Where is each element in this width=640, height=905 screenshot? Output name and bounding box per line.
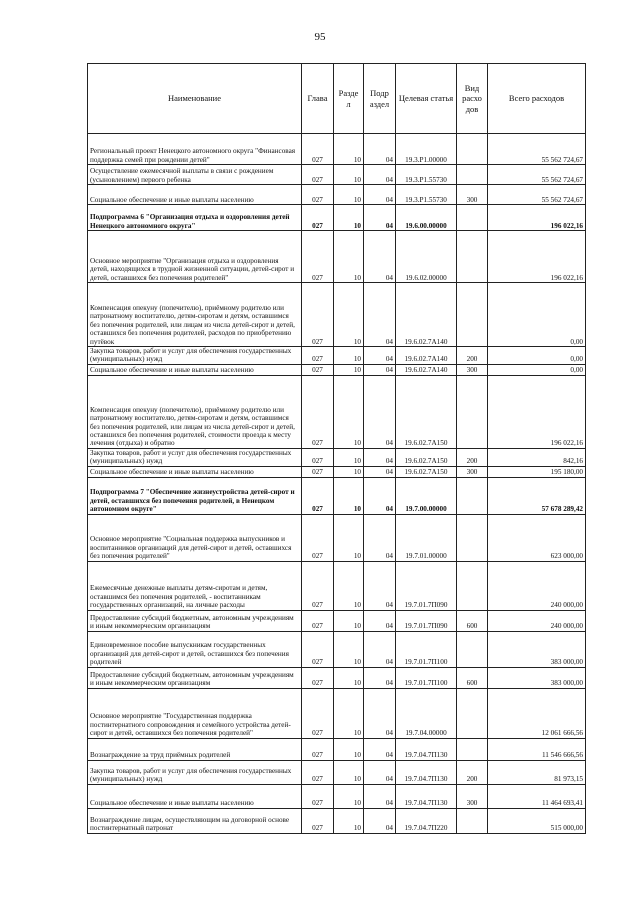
table-row [88, 134, 586, 165]
cell-target: 19.7.04.7П130 [396, 760, 457, 784]
cell-type [457, 205, 488, 231]
cell-section: 10 [334, 364, 364, 375]
cell-total: 11 546 666,56 [488, 738, 586, 760]
cell-chapter: 027 [302, 760, 334, 784]
cell-subsection: 04 [364, 134, 396, 165]
cell-target: 19.7.01.7П090 [396, 610, 457, 631]
cell-type: 300 [457, 185, 488, 205]
cell-type: 200 [457, 760, 488, 784]
cell-type: 600 [457, 667, 488, 688]
cell-section: 10 [334, 375, 364, 448]
cell-total: 842,16 [488, 448, 586, 466]
cell-name: Подпрограмма 6 "Организация отдыха и оздоровления детей Ненецкого автономного округа" [88, 205, 302, 231]
cell-chapter: 027 [302, 477, 334, 514]
cell-subsection: 04 [364, 448, 396, 466]
cell-chapter: 027 [302, 185, 334, 205]
cell-total: 0,00 [488, 364, 586, 375]
table-row [88, 283, 586, 347]
cell-chapter: 027 [302, 784, 334, 808]
cell-target: 19.3.P1.00000 [396, 134, 457, 165]
cell-name: Социальное обеспечение и иные выплаты населению [88, 364, 302, 375]
cell-target: 19.3.P1.55730 [396, 165, 457, 185]
table-header-row [88, 64, 586, 134]
cell-type [457, 808, 488, 833]
cell-name: Региональный проект Ненецкого автономного округа "Финансовая поддержка семей при рождении детей" [88, 134, 302, 165]
table-row [88, 347, 586, 365]
table-row [88, 808, 586, 833]
cell-total: 196 022,16 [488, 231, 586, 283]
cell-type: 200 [457, 448, 488, 466]
cell-name: Компенсация опекуну (попечителю), приёмному родителю или патронатному воспитателю, детям-сиротам и детям, оставшимся без попечения родителей, или лицам из числа детей-сирот и детей, оставшихся без попечения родителей, стоимости проезда к месту лечения (отдыха) и обратно [88, 375, 302, 448]
cell-name: Предоставление субсидий бюджетным, автономным учреждениям и иным некоммерческим организациям [88, 610, 302, 631]
header-section: Разде л [334, 64, 364, 134]
table-row [88, 561, 586, 610]
cell-type: 600 [457, 610, 488, 631]
cell-total: 196 022,16 [488, 375, 586, 448]
cell-section: 10 [334, 477, 364, 514]
cell-chapter: 027 [302, 448, 334, 466]
cell-section: 10 [334, 514, 364, 561]
cell-section: 10 [334, 185, 364, 205]
cell-section: 10 [334, 760, 364, 784]
cell-section: 10 [334, 347, 364, 365]
cell-section: 10 [334, 466, 364, 477]
cell-chapter: 027 [302, 514, 334, 561]
cell-target: 19.7.04.7П220 [396, 808, 457, 833]
cell-chapter: 027 [302, 375, 334, 448]
cell-target: 19.6.02.7А150 [396, 375, 457, 448]
cell-target: 19.7.04.00000 [396, 688, 457, 738]
cell-name: Вознаграждение лицам, осуществляющим на договорной основе постинтернатный патронат [88, 808, 302, 833]
cell-name: Основное мероприятие "Организация отдыха и оздоровления детей, находящихся в трудной жизненной ситуации, детей-сирот и детей, оставшихся без попечения родителей" [88, 231, 302, 283]
cell-target: 19.7.01.7П100 [396, 631, 457, 667]
cell-section: 10 [334, 738, 364, 760]
cell-name: Ежемесячные денежные выплаты детям-сиротам и детям, оставшимся без попечения родителей, - воспитанникам государственных организаций, на личные расходы [88, 561, 302, 610]
header-type: Вид расхо дов [457, 64, 488, 134]
table-row [88, 738, 586, 760]
table-row [88, 610, 586, 631]
cell-target: 19.6.02.7А140 [396, 347, 457, 365]
cell-section: 10 [334, 231, 364, 283]
cell-type [457, 631, 488, 667]
cell-total: 0,00 [488, 283, 586, 347]
cell-section: 10 [334, 134, 364, 165]
cell-subsection: 04 [364, 185, 396, 205]
table-row [88, 514, 586, 561]
cell-name: Социальное обеспечение и иные выплаты населению [88, 784, 302, 808]
cell-total: 11 464 693,41 [488, 784, 586, 808]
cell-section: 10 [334, 283, 364, 347]
cell-target: 19.7.04.7П130 [396, 738, 457, 760]
cell-section: 10 [334, 688, 364, 738]
cell-name: Подпрограмма 7 "Обеспечение жизнеустройства детей-сирот и детей, оставшихся без попечения родителей, в Ненецком автономном округе" [88, 477, 302, 514]
cell-name: Закупка товаров, работ и услуг для обеспечения государственных (муниципальных) нужд [88, 760, 302, 784]
cell-section: 10 [334, 667, 364, 688]
cell-type [457, 561, 488, 610]
cell-total: 623 000,00 [488, 514, 586, 561]
cell-section: 10 [334, 808, 364, 833]
cell-target: 19.7.01.7П090 [396, 561, 457, 610]
cell-chapter: 027 [302, 738, 334, 760]
header-chapter: Глава [302, 64, 334, 134]
cell-total: 196 022,16 [488, 205, 586, 231]
cell-subsection: 04 [364, 561, 396, 610]
cell-chapter: 027 [302, 561, 334, 610]
cell-type: 300 [457, 784, 488, 808]
table-row [88, 631, 586, 667]
cell-subsection: 04 [364, 808, 396, 833]
cell-target: 19.6.02.7А140 [396, 364, 457, 375]
header-name: Наименование [88, 64, 302, 134]
cell-subsection: 04 [364, 205, 396, 231]
cell-chapter: 027 [302, 466, 334, 477]
table-row [88, 466, 586, 477]
cell-name: Предоставление субсидий бюджетным, автономным учреждениям и иным некоммерческим организациям [88, 667, 302, 688]
cell-subsection: 04 [364, 364, 396, 375]
cell-target: 19.7.04.7П130 [396, 784, 457, 808]
cell-name: Закупка товаров, работ и услуг для обеспечения государственных (муниципальных) нужд [88, 347, 302, 365]
cell-total: 55 562 724,67 [488, 165, 586, 185]
table-row [88, 231, 586, 283]
cell-total: 55 562 724,67 [488, 185, 586, 205]
cell-type [457, 375, 488, 448]
cell-name: Закупка товаров, работ и услуг для обеспечения государственных (муниципальных) нужд [88, 448, 302, 466]
cell-type [457, 283, 488, 347]
cell-type: 300 [457, 466, 488, 477]
table-row [88, 667, 586, 688]
cell-target: 19.7.00.00000 [396, 477, 457, 514]
cell-chapter: 027 [302, 205, 334, 231]
cell-subsection: 04 [364, 738, 396, 760]
cell-type [457, 477, 488, 514]
cell-subsection: 04 [364, 231, 396, 283]
cell-name: Единовременное пособие выпускникам государственных организаций для детей-сирот и детей, оставшихся без попечения родителей [88, 631, 302, 667]
cell-subsection: 04 [364, 760, 396, 784]
cell-total: 515 000,00 [488, 808, 586, 833]
cell-subsection: 04 [364, 477, 396, 514]
cell-total: 383 000,00 [488, 667, 586, 688]
page-number: 95 [314, 31, 326, 43]
cell-subsection: 04 [364, 631, 396, 667]
cell-subsection: 04 [364, 610, 396, 631]
cell-chapter: 027 [302, 134, 334, 165]
table-row [88, 477, 586, 514]
cell-target: 19.6.02.7А150 [396, 448, 457, 466]
table-row [88, 688, 586, 738]
cell-chapter: 027 [302, 667, 334, 688]
cell-subsection: 04 [364, 347, 396, 365]
cell-target: 19.7.01.00000 [396, 514, 457, 561]
header-subsection: Подр аздел [364, 64, 396, 134]
cell-subsection: 04 [364, 667, 396, 688]
cell-type: 200 [457, 347, 488, 365]
cell-total: 12 061 666,56 [488, 688, 586, 738]
table-row [88, 205, 586, 231]
cell-type [457, 514, 488, 561]
cell-chapter: 027 [302, 347, 334, 365]
cell-total: 195 180,00 [488, 466, 586, 477]
cell-name: Основное мероприятие "Государственная поддержка постинтернатного сопровождения и семейного устройства детей-сирот и детей, оставшихся без попечения родителей" [88, 688, 302, 738]
header-total: Всего расходов [488, 64, 586, 134]
cell-section: 10 [334, 561, 364, 610]
cell-chapter: 027 [302, 610, 334, 631]
cell-name: Осуществление ежемесячной выплаты в связи с рождением (усыновлением) первого ребенка [88, 165, 302, 185]
cell-subsection: 04 [364, 375, 396, 448]
cell-target: 19.6.02.7А140 [396, 283, 457, 347]
table-row [88, 784, 586, 808]
table-row [88, 760, 586, 784]
cell-subsection: 04 [364, 688, 396, 738]
cell-type [457, 738, 488, 760]
cell-section: 10 [334, 205, 364, 231]
cell-type [457, 688, 488, 738]
cell-chapter: 027 [302, 631, 334, 667]
cell-target: 19.6.02.00000 [396, 231, 457, 283]
cell-chapter: 027 [302, 364, 334, 375]
cell-total: 383 000,00 [488, 631, 586, 667]
budget-table [87, 63, 586, 834]
cell-name: Основное мероприятие "Социальная поддержка выпускников и воспитанников организаций для детей-сирот и детей, оставшихся без попечения родителей" [88, 514, 302, 561]
table-row [88, 448, 586, 466]
cell-section: 10 [334, 165, 364, 185]
cell-type [457, 231, 488, 283]
cell-total: 57 678 289,42 [488, 477, 586, 514]
cell-total: 55 562 724,67 [488, 134, 586, 165]
cell-subsection: 04 [364, 784, 396, 808]
table-row [88, 364, 586, 375]
cell-type [457, 165, 488, 185]
cell-total: 81 973,15 [488, 760, 586, 784]
cell-target: 19.7.01.7П100 [396, 667, 457, 688]
cell-type: 300 [457, 364, 488, 375]
cell-target: 19.6.02.7А150 [396, 466, 457, 477]
cell-subsection: 04 [364, 165, 396, 185]
cell-chapter: 027 [302, 688, 334, 738]
cell-subsection: 04 [364, 514, 396, 561]
cell-name: Компенсация опекуну (попечителю), приёмному родителю или патронатному воспитателю, детям-сиротам и детям, оставшимся без попечения родителей, или лицам из числа детей-сирот и детей, оставшихся без попечения родителей, расходов по приобретению путёвок [88, 283, 302, 347]
cell-section: 10 [334, 784, 364, 808]
cell-total: 240 000,00 [488, 561, 586, 610]
cell-name: Социальное обеспечение и иные выплаты населению [88, 466, 302, 477]
cell-type [457, 134, 488, 165]
cell-total: 240 000,00 [488, 610, 586, 631]
cell-section: 10 [334, 631, 364, 667]
cell-name: Социальное обеспечение и иные выплаты населению [88, 185, 302, 205]
cell-section: 10 [334, 448, 364, 466]
cell-total: 0,00 [488, 347, 586, 365]
cell-name: Вознаграждение за труд приёмных родителей [88, 738, 302, 760]
table-row [88, 165, 586, 185]
table-row [88, 375, 586, 448]
cell-target: 19.6.00.00000 [396, 205, 457, 231]
cell-chapter: 027 [302, 165, 334, 185]
cell-subsection: 04 [364, 283, 396, 347]
cell-subsection: 04 [364, 466, 396, 477]
cell-chapter: 027 [302, 808, 334, 833]
cell-target: 19.3.P1.55730 [396, 185, 457, 205]
header-target: Целевая статья [396, 64, 457, 134]
table-row [88, 185, 586, 205]
cell-chapter: 027 [302, 231, 334, 283]
cell-chapter: 027 [302, 283, 334, 347]
cell-section: 10 [334, 610, 364, 631]
